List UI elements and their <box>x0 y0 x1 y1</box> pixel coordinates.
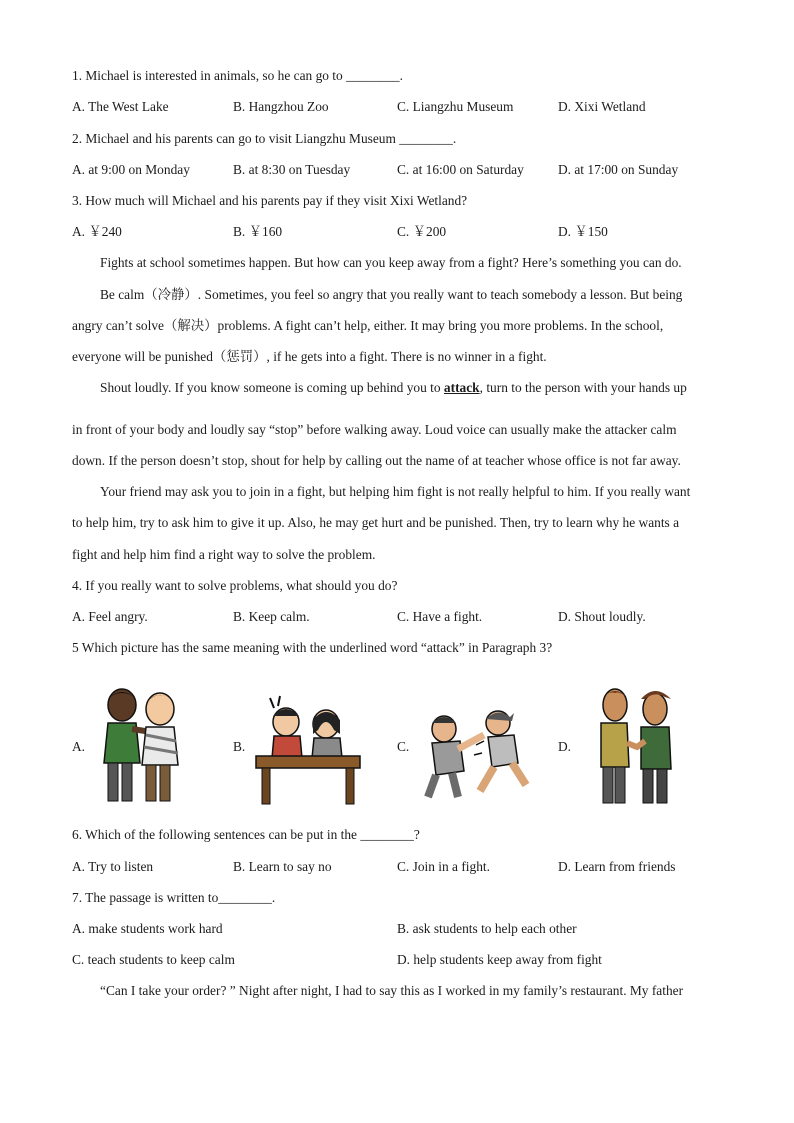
q1-option-c[interactable]: C. Liangzhu Museum <box>397 99 514 114</box>
q7-option-d[interactable]: D. help students keep away from fight <box>397 952 602 967</box>
q5-option-a-label[interactable]: A. <box>72 739 86 754</box>
question-7: 7. The passage is written to________. <box>72 890 276 905</box>
underlined-word-attack: attack <box>443 380 480 395</box>
question-4: 4. If you really want to solve problems, what should you do? <box>72 578 398 593</box>
question-6: 6. Which of the following sentences can be put in the ________? <box>72 827 420 842</box>
q7-option-a[interactable]: A. make students work hard <box>72 921 223 936</box>
next-passage-line1: “Can I take your order? ” Night after night, I had to say this as I worked in my family’s restaurant. My father <box>100 983 684 998</box>
q3-option-d[interactable]: D. ￥150 <box>558 224 608 239</box>
passage-p3-text-a: Shout loudly. If you know someone is coming up behind you to <box>100 380 444 395</box>
q4-option-a[interactable]: A. Feel angry. <box>72 609 148 624</box>
picture-a-friends-hug[interactable] <box>92 685 192 810</box>
picture-c-fight-attack[interactable] <box>418 705 533 803</box>
passage-p1: Fights at school sometimes happen. But how can you keep away from a fight? Here’s something you can do. <box>100 255 682 270</box>
q4-option-c[interactable]: C. Have a fight. <box>397 609 483 624</box>
q5-option-d-label[interactable]: D. <box>558 739 572 754</box>
q3-option-c[interactable]: C. ￥200 <box>397 224 447 239</box>
q2-option-d[interactable]: D. at 17:00 on Sunday <box>558 162 679 177</box>
q1-option-b[interactable]: B. Hangzhou Zoo <box>233 99 329 114</box>
passage-p4-line2: to help him, try to ask him to give it up. Also, he may get hurt and be punished. Then, try to learn why he wants a <box>72 515 680 530</box>
passage-p4-line1: Your friend may ask you to join in a fight, but helping him fight is not really helpful to him. If you really want <box>100 484 691 499</box>
question-3: 3. How much will Michael and his parents pay if they visit Xixi Wetland? <box>72 193 468 208</box>
q1-option-d[interactable]: D. Xixi Wetland <box>558 99 646 114</box>
q2-option-c[interactable]: C. at 16:00 on Saturday <box>397 162 524 177</box>
q4-option-d[interactable]: D. Shout loudly. <box>558 609 646 624</box>
passage-p3-line1 <box>100 379 687 397</box>
passage-p2-line1: Be calm（冷静）. Sometimes, you feel so angry that you really want to teach somebody a lesson. But being <box>100 287 683 302</box>
q2-option-a[interactable]: A. at 9:00 on Monday <box>72 162 190 177</box>
q3-option-b[interactable]: B. ￥160 <box>233 224 283 239</box>
passage-p4-line3: fight and help him find a right way to solve the problem. <box>72 547 376 562</box>
q6-option-b[interactable]: B. Learn to say no <box>233 859 332 874</box>
passage-p3-line3: down. If the person doesn’t stop, shout for help by calling out the name of at teacher whose office is not far away. <box>72 453 681 468</box>
q6-option-a[interactable]: A. Try to listen <box>72 859 154 874</box>
q5-option-c-label[interactable]: C. <box>397 739 410 754</box>
q6-option-c[interactable]: C. Join in a fight. <box>397 859 490 874</box>
q2-option-b[interactable]: B. at 8:30 on Tuesday <box>233 162 351 177</box>
q7-option-b[interactable]: B. ask students to help each other <box>397 921 577 936</box>
picture-b-argue-at-desk[interactable] <box>252 690 364 808</box>
passage-p2-line3: everyone will be punished（惩罚）, if he gets into a fight. There is no winner in a fight. <box>72 349 547 364</box>
question-5: 5 Which picture has the same meaning with the underlined word “attack” in Paragraph 3? <box>72 640 553 655</box>
picture-d-shake-hands[interactable] <box>585 685 685 810</box>
q7-option-c[interactable]: C. teach students to keep calm <box>72 952 235 967</box>
passage-p3-text-b: , turn to the person with your hands up <box>479 380 687 395</box>
q4-option-b[interactable]: B. Keep calm. <box>233 609 310 624</box>
q3-option-a[interactable]: A. ￥240 <box>72 224 122 239</box>
q5-option-b-label[interactable]: B. <box>233 739 246 754</box>
q1-option-a[interactable]: A. The West Lake <box>72 99 169 114</box>
question-1: 1. Michael is interested in animals, so he can go to ________. <box>72 68 403 83</box>
question-2: 2. Michael and his parents can go to visit Liangzhu Museum ________. <box>72 131 457 146</box>
q6-option-d[interactable]: D. Learn from friends <box>558 859 676 874</box>
passage-p2-line2: angry can’t solve（解决）problems. A fight can’t help, either. It may bring you more problems. In the school, <box>72 318 664 333</box>
passage-p3-line2: in front of your body and loudly say “stop” before walking away. Loud voice can usually make the attacker calm <box>72 422 677 437</box>
